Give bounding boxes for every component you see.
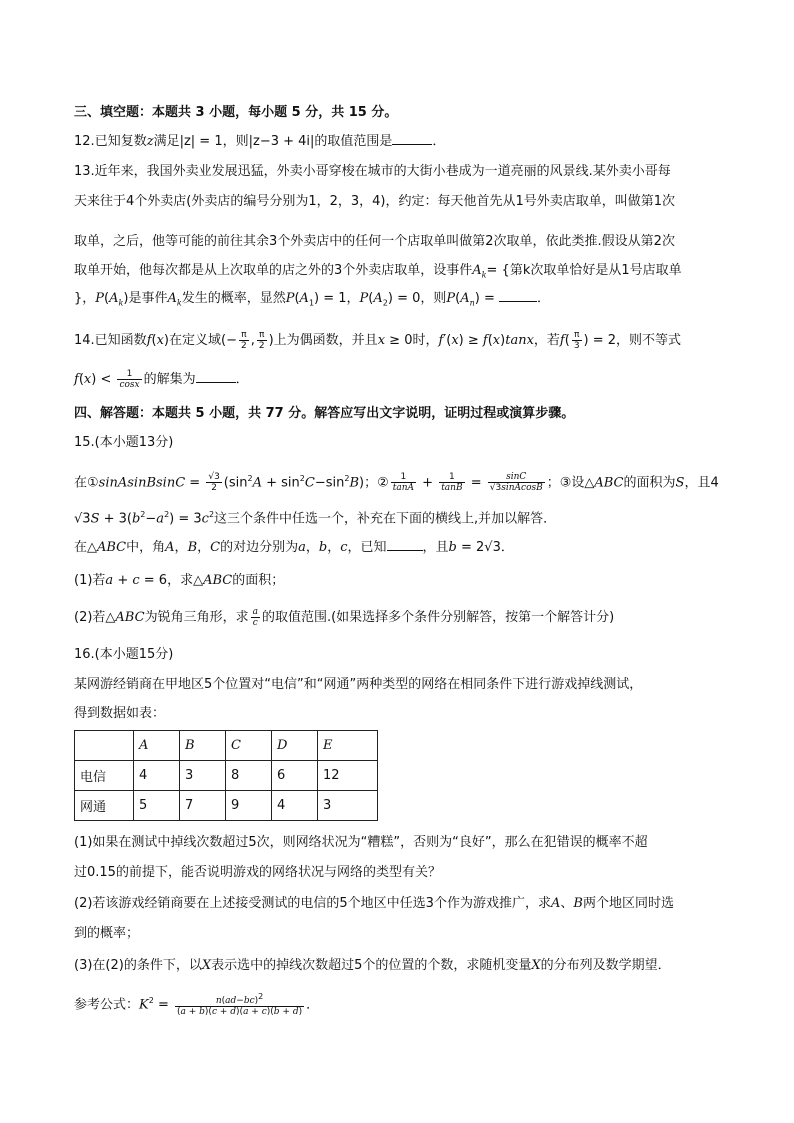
question-16-part-1-line-1: (1)如果在测试中掉线次数超过5次，则网络状况为“糟糕”，否则为“良好”，那么在犯错误的概率不超 [74, 835, 648, 850]
table-cell: 8 [226, 761, 272, 791]
question-16-line-2: 得到数据如表： [74, 706, 166, 721]
reference-formula: 参考公式：$K^2$ = $\frac{n(ad-bc)2}{(a + b)(c + d)(a + c)(b + d)}$ ． [74, 992, 320, 1018]
question-15-header: 15.(本小题13分) [74, 435, 174, 450]
question-14-line-1: 14.已知函数f(x)在定义域(− $\frac{\pi}{2}$ , $\frac{\pi}{2}$ )上为偶函数，并且x ≥ 0时，f′(x) ≥ f(x)tanx，若f( $\frac{\pi}{3}$ ) = 2，则不等式 [74, 330, 682, 351]
table-header-cell: E [318, 731, 378, 761]
answer-blank [499, 301, 537, 302]
table-cell: 网通 [75, 791, 134, 821]
question-13-line-1: 13.近年来，我国外卖业发展迅猛，外卖小哥穿梭在城市的大街小巷成为一道亮丽的风景线.某外卖小哥每 [74, 164, 671, 179]
table-cell: 3 [318, 791, 378, 821]
table-cell: 4 [134, 761, 180, 791]
table-cell: 7 [180, 791, 226, 821]
table-cell: 9 [226, 791, 272, 821]
table-header-cell: B [180, 731, 226, 761]
answer-blank [392, 144, 432, 145]
section-3-heading: 三、填空题：本题共 3 小题，每小题 5 分，共 15 分。 [74, 105, 398, 120]
answer-blank [387, 550, 423, 551]
question-15-part-2: (2)若△ABC为锐角三角形，求 $\frac{a}{c}$ 的取值范围.(如果选择多个条件分别解答，按第一个解答计分) [74, 607, 615, 628]
question-15-conditions: 在①sinAsinBsinC = $\frac{√3}{2}$ $(\sin^2A + \sin^2C-\sin^2B)$；② $\frac{1}{\tan A}$ + $\frac{1}{\tan B}$ = $\frac{\sin C}{\text{√3sinAcosB}}$ ；③设△ABC的面积为S，且4 [74, 472, 719, 494]
question-16-part-3: (3)在(2)的条件下，以X表示选中的掉线次数超过5个的位置的个数，求随机变量X的分布列及数学期望． [74, 958, 671, 973]
question-14-line-2: f(x) < $\frac{1}{\cos x}$ 的解集为 ． [74, 369, 249, 390]
question-16-part-2-line-2: 到的概率； [74, 926, 140, 941]
table-cell: 12 [318, 761, 378, 791]
table-row [75, 761, 378, 791]
question-16-line-1: 某网游经销商在甲地区5个位置对“电信”和“网通”两种类型的网络在相同条件下进行游戏掉线测试， [74, 677, 643, 692]
question-13-line-3: 取单，之后，他等可能的前往其余3个外卖店中的任何一个店取单叫做第2次取单，依此类推.假设从第2次 [74, 234, 675, 249]
table-header-row [75, 731, 378, 761]
data-table [74, 730, 378, 821]
question-13-line-4: 取单开始，他每次都是从上次取单的店之外的3个外卖店取单，设事件$A_k=$ {第k次取单恰好是从1号店取单 [74, 263, 682, 280]
question-16-header: 16.(本小题15分) [74, 647, 174, 662]
question-15-part-1: (1)若a + c = 6，求△ABC的面积； [74, 573, 285, 588]
question-12: 12.已知复数z满足|z| = 1，则|z−3 + 4i|的取值范围是 ． [74, 134, 446, 149]
table-header-cell: D [272, 731, 318, 761]
question-13-line-2: 天来往于4个外卖店(外卖店的编号分别为1，2，3，4)，约定：每天他首先从1号外卖店取单，叫做第1次 [74, 194, 676, 209]
question-16-part-1-line-2: 过0.15的前提下，能否说明游戏的网络状况与网络的类型有关？ [74, 865, 441, 880]
table-cell: 6 [272, 761, 318, 791]
question-13-line-5: }，$P(A_k)$是事件$A_k$发生的概率，显然$P(A_1) = 1$，$P(A_2) = 0$，则$P(A_n)$ = ． [74, 291, 550, 308]
table-cell: 电信 [75, 761, 134, 791]
table-cell: 3 [180, 761, 226, 791]
table-header-cell: A [134, 731, 180, 761]
table-cell: 4 [272, 791, 318, 821]
table-cell: 5 [134, 791, 180, 821]
question-15-line-2: $√3S + 3(b^2-a^2) = 3c^2$这三个条件中任选一个，补充在下面的横线上,并加以解答． [74, 510, 557, 527]
table-row [75, 791, 378, 821]
question-15-line-3: 在△ABC中，角A，B，C的对边分别为a，b，c，已知 ，且b = 2√3． [74, 540, 514, 555]
table-header-cell [75, 731, 134, 761]
table-header-cell: C [226, 731, 272, 761]
question-16-part-2-line-1: (2)若该游戏经销商要在上述接受测试的电信的5个地区中任选3个作为游戏推广，求A、B两个地区同时选 [74, 896, 674, 911]
answer-blank [196, 382, 236, 383]
section-4-heading: 四、解答题：本题共 5 小题，共 77 分。解答应写出文字说明，证明过程或演算步骤。 [74, 406, 575, 421]
